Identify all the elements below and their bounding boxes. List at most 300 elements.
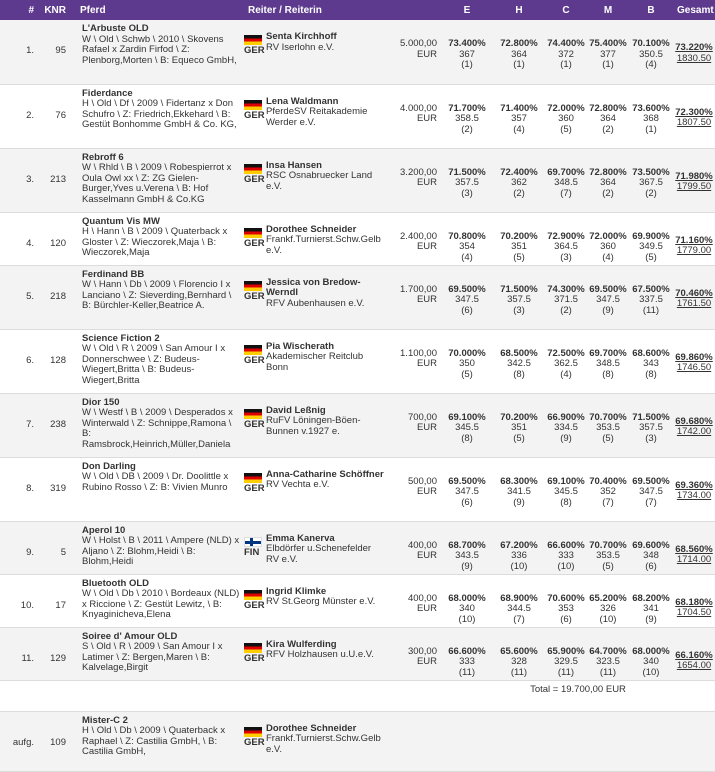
score-place: (11) bbox=[599, 666, 617, 678]
score-place: (1) bbox=[461, 59, 473, 71]
score-e bbox=[441, 212, 493, 265]
score-points: 345.5 bbox=[455, 422, 479, 434]
score-c bbox=[545, 574, 587, 627]
nation-code: GER bbox=[244, 418, 265, 430]
prize-currency: EUR bbox=[416, 422, 437, 434]
total-points-link[interactable]: 1746.50 bbox=[676, 362, 712, 374]
horse-cell bbox=[76, 84, 244, 148]
score-place: (3) bbox=[560, 251, 572, 263]
score-place: (7) bbox=[645, 496, 657, 508]
total-cell bbox=[673, 20, 715, 84]
score-points: 357.5 bbox=[455, 177, 479, 189]
table-row bbox=[0, 627, 715, 680]
score-percent: 73.500% bbox=[632, 166, 670, 178]
knr-cell: 213 bbox=[50, 173, 66, 185]
total-points-link[interactable]: 1807.50 bbox=[676, 117, 712, 129]
prize-amount: 1.700,00 bbox=[400, 283, 437, 295]
score-percent: 71.500% bbox=[500, 283, 538, 295]
rider-club: RV St.Georg Münster e.V. bbox=[266, 596, 376, 608]
score-points: 348.5 bbox=[596, 358, 620, 370]
score-e bbox=[441, 393, 493, 457]
score-percent: 70.100% bbox=[632, 38, 670, 49]
rank-cell: 8. bbox=[26, 482, 34, 494]
score-place: (5) bbox=[645, 251, 657, 263]
prize-currency: EUR bbox=[416, 550, 437, 562]
score-percent: 70.800% bbox=[448, 230, 486, 242]
score-points: 360 bbox=[600, 241, 616, 253]
score-points: 367 bbox=[459, 48, 475, 60]
score-percent: 65.900% bbox=[547, 645, 585, 657]
horse-cell bbox=[76, 148, 244, 212]
rider-name-link[interactable]: Anna-Catharine Schöffner bbox=[266, 468, 384, 480]
total-points-link[interactable]: 1761.50 bbox=[676, 298, 712, 310]
rank-cell: 9. bbox=[26, 546, 34, 558]
score-points: 343 bbox=[643, 358, 659, 370]
score-place: (4) bbox=[602, 251, 614, 263]
horse-cell bbox=[76, 627, 244, 680]
score-m bbox=[587, 329, 629, 393]
prize-amount: 500,00 bbox=[407, 475, 437, 487]
flag-germany-icon bbox=[244, 409, 262, 419]
horse-pedigree: H \ Old \ Df \ 2009 \ Fidertanz x Don Schufro \ Z: Friedrich,Ekkehard \ B: Gestüt Bonhomme GmbH & Co. KG, bbox=[82, 98, 237, 131]
rider-club: Akademischer Reitclub Bonn bbox=[266, 351, 364, 373]
score-points: 364 bbox=[600, 113, 616, 125]
total-points-link[interactable]: 1779.00 bbox=[676, 245, 712, 257]
total-points-link[interactable]: 1714.00 bbox=[676, 554, 712, 566]
prize-amount: 4.000,00 bbox=[400, 102, 437, 114]
score-place: (10) bbox=[599, 613, 617, 625]
score-place: (10) bbox=[510, 560, 528, 572]
score-percent: 73.400% bbox=[448, 38, 486, 49]
nation-code: GER bbox=[244, 652, 265, 664]
rider-name-link[interactable]: Dorothee Schneider bbox=[266, 223, 357, 235]
header-judge-b[interactable]: B bbox=[647, 4, 655, 16]
score-place: (8) bbox=[645, 368, 657, 380]
rider-name-link[interactable]: Lena Waldmann bbox=[266, 95, 339, 107]
horse-pedigree: W \ Old \ Db \ 2010 \ Bordeaux (NLD) x Riccione \ Z: Gestüt Lewitz, \ B: Knyaginicheva,Elena bbox=[82, 588, 240, 621]
prize-currency: EUR bbox=[416, 656, 437, 668]
score-points: 341.5 bbox=[507, 486, 531, 498]
score-place: (1) bbox=[560, 59, 572, 71]
rank-cell: 7. bbox=[26, 418, 34, 430]
header-horse[interactable]: Pferd bbox=[80, 4, 106, 16]
rider-club: Elbdörfer u.Schenefelder RV e.V. bbox=[266, 543, 372, 565]
score-place: (5) bbox=[602, 432, 614, 444]
score-points: 340 bbox=[643, 656, 659, 668]
score-m bbox=[587, 574, 629, 627]
total-points-link[interactable]: 1654.00 bbox=[676, 660, 712, 672]
score-h bbox=[493, 457, 545, 521]
total-cell bbox=[673, 627, 715, 680]
score-percent: 71.500% bbox=[632, 411, 670, 423]
horse-name-link[interactable]: Quantum Vis MW bbox=[82, 215, 160, 227]
score-m bbox=[587, 84, 629, 148]
score-points: 372 bbox=[558, 48, 574, 60]
prize-amount: 1.100,00 bbox=[400, 347, 437, 359]
header-judge-h[interactable]: H bbox=[515, 4, 523, 16]
score-place: (1) bbox=[513, 59, 525, 71]
score-percent: 69.500% bbox=[589, 283, 627, 295]
score-percent: 74.400% bbox=[547, 38, 585, 49]
score-h bbox=[493, 574, 545, 627]
score-percent: 69.100% bbox=[547, 475, 585, 487]
total-percent-link[interactable]: 68.180% bbox=[675, 596, 713, 608]
score-place: (6) bbox=[461, 496, 473, 508]
rider-club: Frankf.Turnierst.Schw.Gelb e.V. bbox=[266, 234, 381, 256]
rider-club: PferdeSV Reitakademie Werder e.V. bbox=[266, 106, 368, 128]
score-place: (5) bbox=[602, 560, 614, 572]
score-e bbox=[441, 521, 493, 574]
rank-cell: 5. bbox=[26, 290, 34, 302]
horse-cell bbox=[76, 20, 244, 84]
score-percent: 72.000% bbox=[589, 230, 627, 242]
total-percent-link[interactable]: 68.560% bbox=[675, 543, 713, 555]
score-place: (4) bbox=[560, 368, 572, 380]
score-percent: 72.000% bbox=[547, 102, 585, 114]
total-percent-link[interactable]: 69.680% bbox=[675, 415, 713, 427]
score-h bbox=[493, 148, 545, 212]
horse-pedigree: W \ Old \ R \ 2009 \ San Amour I x Donnerschwee \ Z: Budeus-Wiegert,Britta \ B: Budeus-Wiegert,Britta bbox=[82, 343, 226, 386]
score-percent: 72.500% bbox=[547, 347, 585, 359]
total-points-link[interactable]: 1742.00 bbox=[676, 426, 712, 438]
score-percent: 65.200% bbox=[589, 592, 627, 604]
score-percent: 67.500% bbox=[632, 283, 670, 295]
score-place: (4) bbox=[461, 251, 473, 263]
total-percent-link[interactable]: 71.160% bbox=[675, 234, 713, 246]
score-points: 362 bbox=[511, 177, 527, 189]
total-percent-link[interactable]: 70.460% bbox=[675, 287, 713, 299]
prize-currency: EUR bbox=[416, 358, 437, 370]
total-points-link[interactable]: 1704.50 bbox=[676, 607, 712, 619]
score-percent: 68.000% bbox=[632, 645, 670, 657]
flag-germany-icon bbox=[244, 164, 262, 174]
total-percent-link[interactable]: 69.860% bbox=[675, 351, 713, 363]
score-m bbox=[587, 148, 629, 212]
score-percent: 69.500% bbox=[448, 475, 486, 487]
score-points: 345.5 bbox=[554, 486, 578, 498]
score-h bbox=[493, 265, 545, 329]
knr-cell: 5 bbox=[60, 546, 66, 558]
rider-name-link[interactable]: Jessica von Bredow-Werndl bbox=[266, 276, 361, 299]
flag-germany-icon bbox=[244, 281, 262, 291]
rider-name-link[interactable]: David Leßnig bbox=[266, 404, 326, 416]
table-row bbox=[0, 574, 715, 627]
score-percent: 69.600% bbox=[632, 539, 670, 551]
score-points: 347.5 bbox=[455, 486, 479, 498]
score-c bbox=[545, 20, 587, 84]
rider-name-link[interactable]: Emma Kanerva bbox=[266, 532, 335, 544]
score-b bbox=[629, 265, 673, 329]
score-m bbox=[587, 20, 629, 84]
score-m bbox=[587, 521, 629, 574]
horse-pedigree: W \ Old \ Schwb \ 2010 \ Skovens Rafael x Zardin Firfod \ Z: Plenborg,Morten \ B: Equeco GmbH, bbox=[82, 33, 237, 66]
score-b bbox=[629, 329, 673, 393]
prize-currency: EUR bbox=[416, 241, 437, 253]
knr-cell: 95 bbox=[55, 45, 66, 56]
rider-name-link[interactable]: Insa Hansen bbox=[266, 159, 322, 171]
score-c bbox=[545, 265, 587, 329]
score-h bbox=[493, 521, 545, 574]
score-points: 353.5 bbox=[596, 550, 620, 562]
horse-pedigree: S \ Old \ R \ 2009 \ San Amour I x Latimer \ Z: Bergen,Maren \ B: Kalvelage,Birgit bbox=[82, 641, 223, 674]
score-m bbox=[587, 393, 629, 457]
prize-cell bbox=[384, 521, 441, 574]
horse-name-link[interactable]: L'Arbuste OLD bbox=[82, 23, 149, 34]
score-points: 343.5 bbox=[455, 550, 479, 562]
prize-currency: EUR bbox=[416, 486, 437, 498]
horse-name-link[interactable]: Don Darling bbox=[82, 460, 136, 472]
horse-cell bbox=[76, 329, 244, 393]
table-row-retired bbox=[0, 711, 715, 771]
header-judge-e[interactable]: E bbox=[463, 4, 471, 16]
total-percent-link[interactable]: 69.360% bbox=[675, 479, 713, 491]
prize-amount: 5.000,00 bbox=[400, 38, 437, 49]
score-place: (10) bbox=[557, 560, 575, 572]
rank-cell: 1. bbox=[26, 45, 34, 56]
score-e bbox=[441, 329, 493, 393]
score-place: (11) bbox=[510, 666, 528, 678]
horse-cell bbox=[76, 574, 244, 627]
prize-amount: 400,00 bbox=[407, 592, 437, 604]
header-knr[interactable]: KNR bbox=[44, 4, 66, 16]
rider-cell bbox=[244, 329, 384, 393]
rider-cell bbox=[244, 148, 384, 212]
score-percent: 66.600% bbox=[547, 539, 585, 551]
rider-club: RV Vechta e.V. bbox=[266, 479, 330, 491]
score-e bbox=[441, 84, 493, 148]
flag-germany-icon bbox=[244, 590, 262, 600]
header-judge-m[interactable]: M bbox=[603, 4, 613, 16]
score-place: (9) bbox=[602, 304, 614, 316]
horse-pedigree: W \ Hann \ Db \ 2009 \ Florencio I x Lanciano \ Z: Sieverding,Bernhard \ B: Bürchler-Keller,Beatrice A. bbox=[82, 279, 232, 312]
total-cell bbox=[673, 212, 715, 265]
score-percent: 69.900% bbox=[632, 230, 670, 242]
score-b bbox=[629, 20, 673, 84]
flag-germany-icon bbox=[244, 643, 262, 653]
score-percent: 70.200% bbox=[500, 411, 538, 423]
knr-cell: 120 bbox=[50, 237, 66, 249]
score-c bbox=[545, 329, 587, 393]
score-e bbox=[441, 457, 493, 521]
score-b bbox=[629, 212, 673, 265]
score-points: 351 bbox=[511, 422, 527, 434]
rider-name-link[interactable]: Senta Kirchhoff bbox=[266, 31, 337, 42]
rank-cell: 4. bbox=[26, 237, 34, 249]
score-place: (3) bbox=[461, 187, 473, 199]
score-place: (8) bbox=[513, 368, 525, 380]
total-cell bbox=[673, 457, 715, 521]
total-percent-link[interactable]: 73.220% bbox=[675, 42, 713, 53]
rider-cell bbox=[244, 627, 384, 680]
score-place: (2) bbox=[461, 123, 473, 135]
horse-cell bbox=[76, 521, 244, 574]
prize-currency: EUR bbox=[416, 113, 437, 125]
nation-code: GER bbox=[244, 599, 265, 611]
score-e bbox=[441, 20, 493, 84]
horse-pedigree: H \ Hann \ B \ 2009 \ Quaterback x Gloster \ Z: Wieczorek,Maja \ B: Wieczorek,Maja bbox=[82, 226, 228, 259]
horse-pedigree: W \ Rhld \ B \ 2009 \ Robespierrot x Oula Owl xx \ Z: ZG Gielen-Burger,Yves u.Verena \ B: Hof Kasselmann GmbH & Co.KG bbox=[82, 162, 232, 205]
score-points: 349.5 bbox=[639, 241, 663, 253]
header-rank[interactable]: # bbox=[28, 4, 34, 16]
prize-cell bbox=[384, 329, 441, 393]
score-points: 357 bbox=[511, 113, 527, 125]
score-points: 334.5 bbox=[554, 422, 578, 434]
horse-name-link[interactable]: Mister-C 2 bbox=[82, 714, 128, 726]
score-place: (2) bbox=[513, 187, 525, 199]
total-percent-link[interactable]: 66.160% bbox=[675, 649, 713, 661]
score-points: 347.5 bbox=[639, 486, 663, 498]
score-percent: 68.700% bbox=[448, 539, 486, 551]
score-percent: 69.700% bbox=[547, 166, 585, 178]
rider-name-link[interactable]: Pia Wischerath bbox=[266, 340, 335, 352]
knr-cell: 128 bbox=[50, 354, 66, 366]
knr-cell: 238 bbox=[50, 418, 66, 430]
total-cell bbox=[673, 521, 715, 574]
rank-cell: 11. bbox=[21, 652, 34, 664]
score-percent: 65.600% bbox=[500, 645, 538, 657]
flag-germany-icon bbox=[244, 727, 262, 737]
score-percent: 72.900% bbox=[547, 230, 585, 242]
nation-code: GER bbox=[244, 173, 265, 185]
total-points-link[interactable]: 1799.50 bbox=[676, 181, 712, 193]
score-points: 352 bbox=[600, 486, 616, 498]
prize-cell bbox=[384, 212, 441, 265]
score-points: 354 bbox=[459, 241, 475, 253]
score-percent: 67.200% bbox=[500, 539, 538, 551]
total-percent-link[interactable]: 71.980% bbox=[675, 170, 713, 182]
horse-name-link[interactable]: Science Fiction 2 bbox=[82, 332, 160, 344]
score-c bbox=[545, 393, 587, 457]
prize-currency: EUR bbox=[416, 603, 437, 615]
nation-code: GER bbox=[244, 45, 265, 56]
rider-club: RV Iserlohn e.V. bbox=[266, 41, 335, 53]
prize-cell bbox=[384, 627, 441, 680]
score-points: 353 bbox=[558, 603, 574, 615]
score-place: (5) bbox=[513, 432, 525, 444]
score-h bbox=[493, 393, 545, 457]
score-percent: 64.700% bbox=[589, 645, 627, 657]
score-percent: 70.700% bbox=[589, 411, 627, 423]
score-b bbox=[629, 148, 673, 212]
rank-cell: aufg. bbox=[12, 736, 34, 748]
rider-cell bbox=[244, 20, 384, 84]
horse-pedigree: W \ Holst \ B \ 2011 \ Ampere (NLD) x Aljano \ Z: Blohm,Heidi \ B: Blohm,Heidi bbox=[82, 535, 240, 568]
score-place: (5) bbox=[513, 251, 525, 263]
header-judge-c[interactable]: C bbox=[562, 4, 570, 16]
nation-code: GER bbox=[244, 109, 265, 121]
flag-germany-icon bbox=[244, 473, 262, 483]
rider-name-link[interactable]: Dorothee Schneider bbox=[266, 722, 357, 734]
score-points: 347.5 bbox=[596, 294, 620, 306]
score-place: (6) bbox=[645, 560, 657, 572]
header-prize bbox=[384, 0, 441, 20]
rank-cell: 6. bbox=[26, 354, 34, 366]
score-points: 362.5 bbox=[554, 358, 578, 370]
score-points: 347.5 bbox=[455, 294, 479, 306]
horse-name-link[interactable]: Rebroff 6 bbox=[82, 151, 124, 163]
score-place: (8) bbox=[560, 496, 572, 508]
score-percent: 69.500% bbox=[448, 283, 486, 295]
rider-cell bbox=[244, 393, 384, 457]
score-place: (6) bbox=[560, 613, 572, 625]
prize-amount: 300,00 bbox=[407, 645, 437, 657]
rider-cell bbox=[244, 212, 384, 265]
prize-cell bbox=[384, 574, 441, 627]
rider-cell bbox=[244, 711, 384, 771]
header-rider[interactable]: Reiter / Reiterin bbox=[248, 4, 322, 16]
prize-cell bbox=[384, 457, 441, 521]
score-percent: 75.400% bbox=[589, 38, 627, 49]
score-place: (9) bbox=[645, 613, 657, 625]
rank-cell: 10. bbox=[20, 599, 34, 611]
score-m bbox=[587, 212, 629, 265]
score-percent: 68.000% bbox=[448, 592, 486, 604]
horse-name-link[interactable]: Dior 150 bbox=[82, 396, 120, 408]
score-e bbox=[441, 574, 493, 627]
horse-name-link[interactable]: Soiree d' Amour OLD bbox=[82, 630, 178, 642]
score-place: (9) bbox=[513, 496, 525, 508]
prize-currency: EUR bbox=[416, 294, 437, 306]
total-cell bbox=[673, 84, 715, 148]
score-points: 337.5 bbox=[639, 294, 663, 306]
score-percent: 72.400% bbox=[500, 166, 538, 178]
rider-name-link[interactable]: Ingrid Klimke bbox=[266, 585, 327, 597]
score-points: 377 bbox=[600, 48, 616, 60]
horse-name-link[interactable]: Aperol 10 bbox=[82, 524, 126, 536]
score-points: 333 bbox=[558, 550, 574, 562]
score-percent: 69.700% bbox=[589, 347, 627, 359]
rider-cell bbox=[244, 457, 384, 521]
horse-cell bbox=[76, 393, 244, 457]
score-place: (11) bbox=[458, 666, 476, 678]
score-percent: 68.600% bbox=[632, 347, 670, 359]
header-total[interactable]: Gesamt bbox=[677, 4, 714, 16]
score-m bbox=[587, 627, 629, 680]
horse-cell bbox=[76, 457, 244, 521]
rider-cell bbox=[244, 574, 384, 627]
rank-cell: 3. bbox=[26, 173, 34, 185]
score-c bbox=[545, 521, 587, 574]
score-c bbox=[545, 212, 587, 265]
total-points-link[interactable]: 1830.50 bbox=[676, 52, 712, 64]
score-percent: 74.300% bbox=[547, 283, 585, 295]
table-row bbox=[0, 265, 715, 329]
score-points: 336 bbox=[511, 550, 527, 562]
score-points: 358.5 bbox=[455, 113, 479, 125]
total-points-link[interactable]: 1734.00 bbox=[676, 490, 712, 502]
horse-name-link[interactable]: Ferdinand BB bbox=[82, 268, 145, 280]
score-points: 350 bbox=[459, 358, 475, 370]
horse-name-link[interactable]: Fiderdance bbox=[82, 87, 133, 99]
rider-cell bbox=[244, 265, 384, 329]
rank-cell: 2. bbox=[26, 109, 34, 121]
rider-name-link[interactable]: Kira Wulferding bbox=[266, 638, 337, 650]
knr-cell: 129 bbox=[50, 652, 66, 664]
knr-cell: 17 bbox=[55, 599, 66, 611]
total-cell bbox=[673, 329, 715, 393]
score-percent: 72.800% bbox=[589, 102, 627, 114]
total-percent-link[interactable]: 72.300% bbox=[675, 106, 713, 118]
score-points: 344.5 bbox=[507, 603, 531, 615]
score-c bbox=[545, 457, 587, 521]
rider-cell bbox=[244, 84, 384, 148]
score-place: (9) bbox=[560, 432, 572, 444]
score-points: 367.5 bbox=[639, 177, 663, 189]
score-place: (7) bbox=[602, 496, 614, 508]
horse-name-link[interactable]: Bluetooth OLD bbox=[82, 577, 150, 589]
score-points: 364.5 bbox=[554, 241, 578, 253]
score-b bbox=[629, 627, 673, 680]
